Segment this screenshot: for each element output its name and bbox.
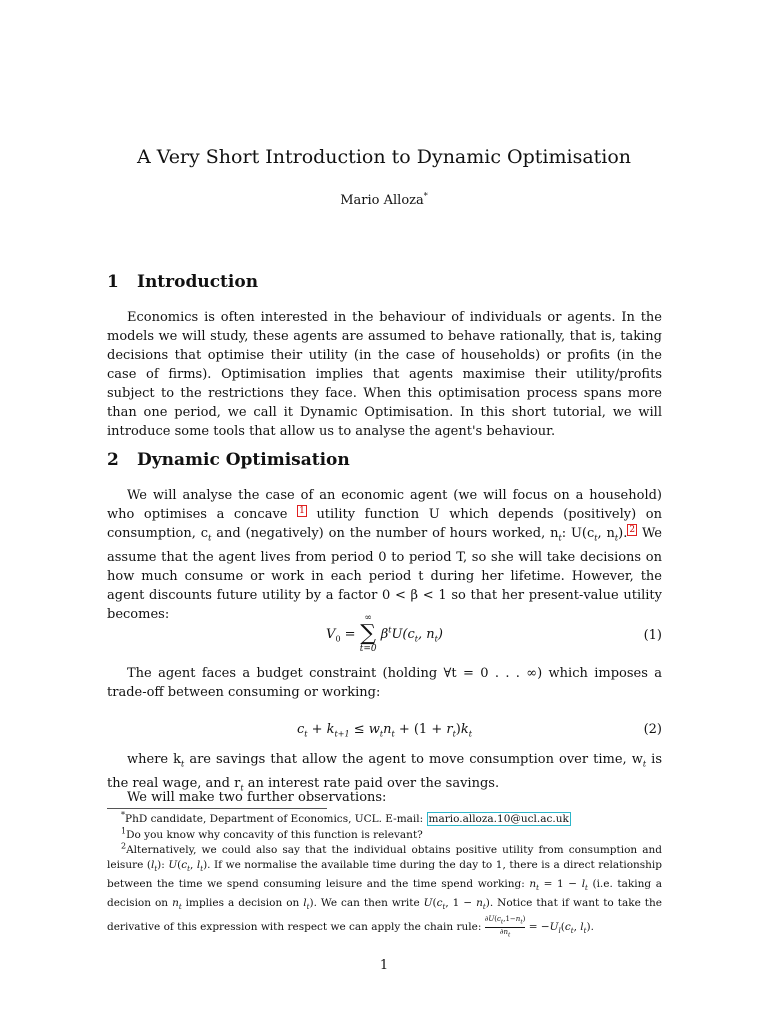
section-title: Dynamic Optimisation — [137, 450, 350, 470]
footnote-divider — [107, 808, 327, 809]
footnote-mark: 1 — [121, 826, 127, 836]
equation-number: (1) — [643, 628, 662, 643]
footnote-text: PhD candidate, Department of Economics, UCL. E-mail: — [125, 813, 424, 825]
equation-2 — [107, 722, 662, 742]
paragraph-text: utility function U which depends (positively) on consumption, c — [107, 507, 662, 541]
intro-paragraph: Economics is often interested in the behaviour of individuals or agents. In the models we will study, these agents are assumed to behave rationally, that is, taking decisions that optimise their utility (in the case of households) or profits (in the case of firms). Optimisation implies that agents maximise their utility/profits subject to the restrictions they face. When this optimisation process spans more than one period, we call it Dynamic Optimisation. In this short tutorial, we will introduce some tools that allow us to analyse the agent's behaviour. — [107, 310, 662, 439]
email-link[interactable]: mario.alloza.10@ucl.ac.uk — [428, 813, 569, 825]
section-number: 2 — [107, 450, 119, 470]
summation-symbol: ∞ ∑ t=0 — [359, 613, 377, 654]
page-number: 1 — [379, 958, 389, 973]
budget-constraint-paragraph: The agent faces a budget constraint (holding ∀t = 0 . . . ∞) which imposes a trade-off between consuming or working: — [107, 666, 662, 700]
equation-2-body: $c_t + k_{t+1} \le w_tn_t + (1 + r_t)k_t$ — [297, 722, 472, 739]
paragraph-text: an interest rate paid over the savings. — [247, 775, 500, 791]
author-name: Mario Alloza — [340, 193, 424, 208]
savings-paragraph: where $k_t$ are savings that allow the agent to move consumption over time, $w_t$ is the real wage, and $r_t$ an interest rate paid over the savings. — [107, 752, 662, 793]
section-heading-dynamic-optimisation — [107, 450, 350, 470]
paragraph-text: and (negatively) on the number of hours worked, n — [216, 526, 559, 541]
paragraph-text: is the real wage, and r — [107, 752, 662, 791]
dynamic-optimisation-paragraph: We will analyse the case of an economic agent (we will focus on a household) who optimises a concave $^1$ utility function U which depends (positively) on consumption, $c_t$ and (negatively) on the number of hours worked, $n_t$: $U(c_t$, $n_t$). $^2$ We assume that the agent lives from period 0 to period T, so she will take decisions on how much consume or work in each period t during her lifetime. However, the agent discounts future utility by a factor 0 < β < 1 so that her present-value utility becomes: — [107, 488, 662, 622]
section-heading-introduction — [107, 272, 258, 292]
section-number: 1 — [107, 272, 119, 292]
footnote-1 — [107, 828, 662, 843]
footnote-link-1[interactable]: 1 — [299, 505, 305, 516]
footnote-mark: 2 — [121, 841, 127, 851]
equation-1 — [107, 614, 662, 660]
paragraph-text: : U(c — [561, 526, 595, 541]
footnote-link-2[interactable]: 2 — [629, 524, 636, 535]
paragraph-text: We assume that the agent lives from period 0 to period T, so she will take decisions on how much consume or work in each period t during her lifetime. However, the agent discounts future utility by a factor 0 < β < 1 so that her present-value utility becomes: — [107, 526, 662, 622]
equation-lhs: $V_0$ = — [326, 626, 356, 644]
paragraph-text: We will analyse the case of an economic agent (we will focus on a household) who optimises a concave — [107, 488, 662, 522]
footnote-text: Alternatively, we could also say that the individual obtains positive utility from consumption and leisure — [107, 844, 662, 871]
equation-1-body — [107, 614, 662, 654]
paragraph-text: where k — [127, 752, 182, 767]
footnote-2: $^2$Alternatively, we could also say that the individual obtains positive utility from consumption and leisure $(l_t)$: $U(c_t$, $l_t$). If we normalise the available time during the day to 1, there is a direct relationship between the time we spend consuming leisure and the time spend working: $n_t = 1 - l_t$ (i.e. taking a decision on $n_t$ implies a decision on $l_t$). We can then write $U(c_t$, $1 - n_t$). Notice that if want to take the derivative of this expression with respect we can apply the chain rule: $\frac{\partial U(c_t,1-n_t)}{\partial n_t}$ = $-U_l(c_t$, $l_t$). — [107, 841, 663, 939]
equation-number: (2) — [643, 722, 662, 737]
author-line — [0, 193, 768, 208]
footnote-text: Do you know why concavity of this function is relevant? — [126, 829, 423, 841]
paragraph-text: ). — [618, 526, 628, 541]
footnote-author: *PhD candidate, Department of Economics, UCL. E-mail: mario.alloza.10@ucl.ac.uk — [121, 810, 569, 825]
author-footnote-mark: * — [423, 191, 428, 201]
observations-line: We will make two further observations: — [127, 790, 387, 805]
paragraph-text: are savings that allow the agent to move consumption over time, w — [189, 752, 643, 767]
section-title: Introduction — [137, 272, 259, 292]
page-title: A Very Short Introduction to Dynamic Optimisation — [136, 146, 632, 168]
equation-rhs: $\beta^tU(c_t$, $n_t$) — [380, 625, 443, 644]
